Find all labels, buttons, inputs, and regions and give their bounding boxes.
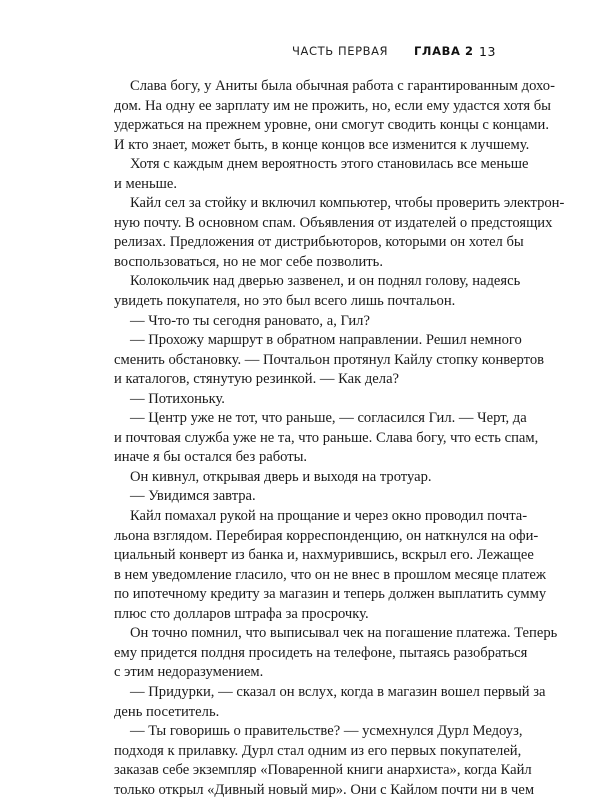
- text-line: — Центр уже не тот, что раньше, — согласился Гил. — Черт, да: [130, 410, 527, 427]
- text-line: воспользоваться, но не мог себе позволить.: [114, 253, 383, 270]
- text-line: — Прохожу маршрут в обратном направлении. Решил немного: [130, 332, 522, 349]
- paragraph: [98, 272, 521, 311]
- text-line: заказав себе экземпляр «Поваренной книги анархиста», когда Кайл: [114, 762, 532, 779]
- text-line: день посетитель.: [114, 703, 220, 720]
- text-line: Хотя с каждым днем вероятность этого становилась все меньше: [130, 156, 529, 173]
- paragraph: [98, 507, 547, 624]
- body-text: [98, 77, 565, 800]
- text-line: дом. На одну ее зарплату им не прожить, но, если ему удастся хотя бы: [114, 97, 551, 114]
- text-line: по ипотечному кредиту за магазин и теперь должен выплатить сумму: [114, 586, 547, 603]
- running-head-part: ЧАСТЬ ПЕРВАЯ: [292, 44, 389, 58]
- running-head: [0, 42, 600, 62]
- text-line: циальный конверт из банка и, нахмурившись, вскрыл его. Лежащее: [114, 547, 534, 564]
- paragraph: [98, 77, 555, 155]
- paragraph: [98, 390, 492, 410]
- text-line: в нем уведомление гласило, что он не внес в прошлом месяце платеж: [114, 566, 546, 583]
- text-line: Кайл помахал рукой на прощание и через окно проводил почта-: [130, 508, 528, 525]
- text-line: И кто знает, может быть, в конце концов все изменится к лучшему.: [114, 136, 530, 153]
- text-line: — Увидимся завтра.: [130, 488, 256, 505]
- text-line: иначе я бы остался без работы.: [114, 449, 308, 466]
- paragraph: [98, 155, 529, 194]
- text-line: и почтовая служба уже не та, что раньше. Слава богу, что есть спам,: [114, 429, 539, 446]
- text-line: релизах. Предложения от дистрибьюторов, которыми он хотел бы: [114, 234, 524, 251]
- text-line: Кайл сел за стойку и включил компьютер, чтобы проверить электрон-: [130, 195, 565, 212]
- text-line: увидеть покупателя, но это был всего лишь почтальон.: [114, 293, 456, 310]
- text-line: — Что-то ты сегодня рановато, а, Гил?: [130, 312, 370, 329]
- text-line: с этим недоразумением.: [114, 664, 264, 681]
- paragraph: [98, 487, 492, 507]
- text-line: только открыл «Дивный новый мир». Они с Кайлом почти ни в чем: [114, 781, 535, 798]
- text-line: Слава богу, у Аниты была обычная работа с гарантированным дохо-: [130, 78, 555, 94]
- text-line: сменить обстановку. — Почтальон протянул Кайлу стопку конвертов: [114, 351, 545, 368]
- text-line: ему придется полдня просидеть на телефоне, пытаясь разобраться: [114, 644, 528, 661]
- text-line: и каталогов, стянутую резинкой. — Как дела?: [114, 371, 400, 388]
- text-line: — Ты говоришь о правительстве? — усмехнулся Дурл Медоуз,: [130, 723, 523, 740]
- text-line: ную почту. В основном спам. Объявления от издателей о предстоящих: [114, 214, 553, 231]
- running-head-chapter: ГЛАВА 2: [414, 44, 474, 58]
- text-line: подходя к прилавку. Дурл стал одним из его первых покупателей,: [114, 742, 522, 759]
- text-line: Колокольчик над дверью зазвенел, и он поднял голову, надеясь: [130, 273, 521, 290]
- page-number: 13: [479, 44, 497, 59]
- text-line: Он точно помнил, что выписывал чек на погашение платежа. Теперь: [130, 625, 558, 642]
- text-line: — Потихоньку.: [130, 390, 225, 407]
- text-line: удержаться на прежнем уровне, они смогут сводить концы с концами.: [114, 117, 549, 134]
- text-line: — Придурки, — сказал он вслух, когда в магазин вошел первый за: [130, 683, 546, 700]
- paragraph: [98, 468, 492, 488]
- text-line: льона взглядом. Перебирая корреспонденцию, он наткнулся на офи-: [114, 527, 539, 544]
- paragraph: [98, 331, 545, 390]
- text-line: Он кивнул, открывая дверь и выходя на тротуар.: [130, 468, 432, 485]
- paragraph: [98, 683, 546, 722]
- paragraph: [98, 194, 565, 272]
- paragraph: [98, 722, 535, 800]
- paragraph: [98, 624, 558, 683]
- text-line: плюс сто долларов штрафа за просрочку.: [114, 605, 369, 622]
- text-line: и меньше.: [114, 175, 177, 192]
- paragraph: [98, 312, 492, 332]
- paragraph: [98, 409, 539, 468]
